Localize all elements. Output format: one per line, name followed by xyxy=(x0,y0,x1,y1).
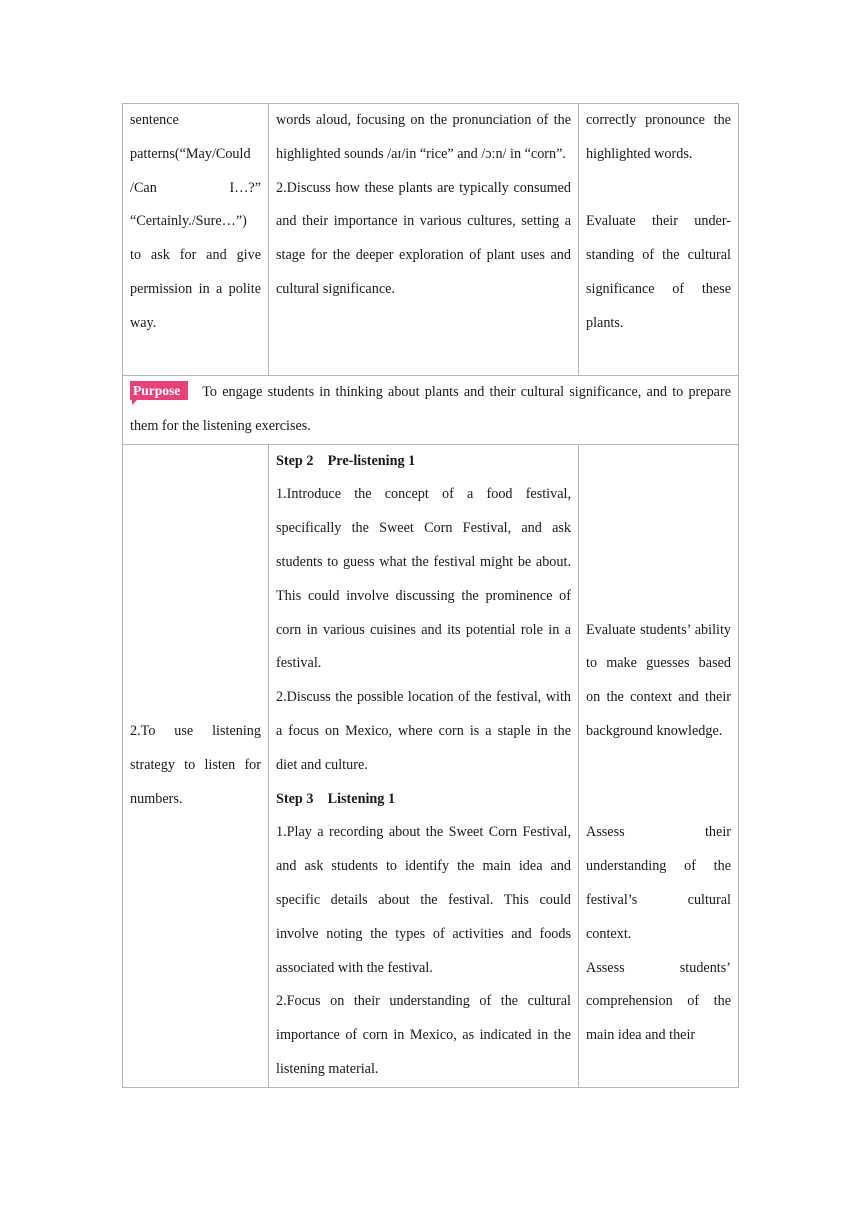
activity-text: 2.Discuss how these plants are typically consumed and their importance in various cultures, setting a stage for the deeper exploration of plant uses and cultural significance. xyxy=(276,179,571,297)
objective-cell xyxy=(123,444,269,1087)
activity-text: words aloud, focusing on the pronunciation of the highlighted sounds /aɪ/in “rice” and /ɔːn/ in “corn”. xyxy=(276,112,571,162)
table-row xyxy=(123,104,739,376)
evaluation-cell xyxy=(579,104,739,376)
purpose-row xyxy=(123,376,739,445)
evaluation-text: Evaluate students’ ability to make guesses based on the context and their background knowledge. xyxy=(586,621,731,739)
objective-cell xyxy=(123,104,269,376)
step-3-title: Step 3 Listening 1 xyxy=(276,790,396,807)
objective-text: sentence patterns(“May/Could /Can I…?” “Certainly./Sure…”) to ask for and give permission in a polite way. xyxy=(130,112,261,331)
step-2-item: 2.Discuss the possible location of the festival, with a focus on Mexico, where corn is a staple in the diet and culture. xyxy=(276,689,571,773)
purpose-cell xyxy=(123,376,739,445)
step-3-item: 2.Focus on their understanding of the cultural importance of corn in Mexico, as indicated in the listening material. xyxy=(276,993,571,1077)
evaluation-cell xyxy=(579,444,739,1087)
evaluation-text: Evaluate their under-standing of the cultural significance of these plants. xyxy=(586,213,731,331)
activity-cell xyxy=(269,444,579,1087)
lesson-plan-table xyxy=(122,103,739,1088)
step-2-title: Step 2 Pre-listening 1 xyxy=(276,452,416,469)
purpose-badge: Purpose xyxy=(130,381,188,400)
table-row xyxy=(123,444,739,1087)
objective-text: 2.To use listening strategy to listen for numbers. xyxy=(130,722,261,807)
activity-cell xyxy=(269,104,579,376)
step-2-item: 1.Introduce the concept of a food festival, specifically the Sweet Corn Festival, and ask students to guess what the festival might be about. This could involve discussing the prominence of corn in various cuisines and its potential role in a festival. xyxy=(276,486,571,672)
evaluation-text: Assess their understanding of the festival’s cultural context. xyxy=(586,824,731,942)
purpose-text: To engage students in thinking about plants and their cultural significance, and to prepare them for the listening exercises. xyxy=(130,384,731,434)
evaluation-text: Assess students’ comprehension of the main idea and their xyxy=(586,959,731,1044)
step-3-item: 1.Play a recording about the Sweet Corn Festival, and ask students to identify the main idea and specific details about the festival. This could involve noting the types of activities and foods associated with the festival. xyxy=(276,824,571,976)
evaluation-text: correctly pronounce the highlighted words. xyxy=(586,112,731,162)
